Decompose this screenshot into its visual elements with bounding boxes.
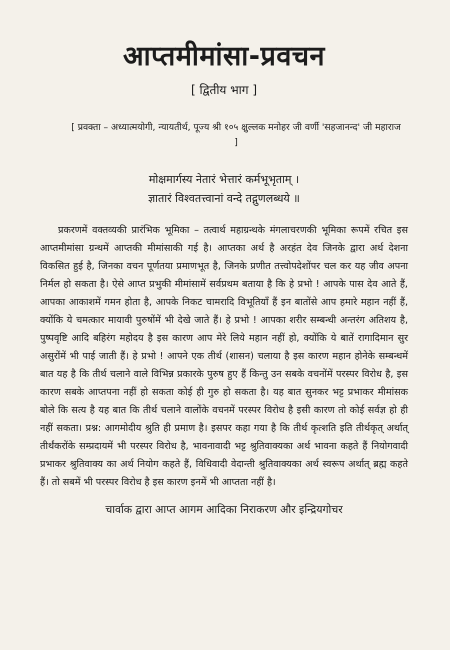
part-label: [ द्वितीय भाग ] xyxy=(190,83,258,97)
verse-line-2: ज्ञातारं विश्वतत्त्वानां वन्दे तद्गुणलब्धये ॥ xyxy=(148,192,300,205)
speaker-credit: [ प्रवक्ता – अध्यात्मयोगी, न्यायतीर्थ, पूज्य श्री १०५ क्षुल्लक मनोहर जी वर्णी 'सहजानन्द' जी महाराज ] xyxy=(71,122,401,148)
body-text xyxy=(40,222,408,492)
page-title: आप्तमीमांसा-प्रवचन xyxy=(122,41,326,72)
invocation-verse xyxy=(40,170,408,208)
section-subheading: चार्वाक द्वारा आप्त आगम आदिका निराकरण और इन्द्रियगोचर xyxy=(105,503,343,516)
body-paragraph: प्रकरणमें वक्तव्यकी प्रारंभिक भूमिका – तत्वार्थ महाग्रन्थके मंगलाचरणकी भूमिका रूपमें रचित इस आप्तमीमांसा ग्रन्थमें आप्तकी मीमांसाकी गई है। आप्तका अर्थ है अरहंत देव जिनके द्वारा अर्थ देशना विकसित हुई है, जिनका वचन पूर्णतया प्रमाणभूत है, जिनके प्रणीत तत्त्वोपदेशोंपर चल कर यह जीव अपना निर्मल हो सकता है। ऐसे आप्त प्रभुकी मीमांसामें सर्वप्रथम बताया है कि हे प्रभो ! आपके पास देव आते हैं, आपका आकाशमें गमन होता है, आपके निकट चामरादि विभूतियाँ हैं इन बातोंसे आप हमारे महान नहीं हैं, क्योंकि ये चमत्कार मायावी पुरुषोंमें भी देखे जाते हैं। हे प्रभो ! आपका शरीर सम्बन्धी अन्तरंग अतिशय है, पुष्पवृष्टि आदि बहिरंग महोदय है इस कारण आप मेरे लिये महान नहीं हो, क्योंकि ये बातें रागादिमान सुर असुरोंमें भी पाई जाती हैं। हे प्रभो ! आपने एक तीर्थ (शासन) चलाया है इस कारण महान होनेके सम्बन्धमें बात यह है कि तीर्थ चलाने वाले विभिन्न प्रकारके पुरुष हुए हैं किन्तु उन सबके वचनोंमें परस्पर विरोध है, इस कारण सबके आप्तपना नहीं हो सकता कोई ही गुरु हो सकता है। यह बात सुनकर भट्ट प्रभाकर मीमांसक बोले कि सत्य है यह बात कि तीर्थ चलाने वालोंके वचनमें परस्पर विरोध है इसी कारण तो कोई सर्वज्ञ हो ही नहीं सकता। प्रश्न: आगमोदीय श्रुति ही प्रमाण है। इसपर कहा गया है कि तीर्थ कृत्शति इति तीर्थकृत् अर्थात् तीर्थंकरोंके सम्प्रदायमें भी परस्पर विरोध है, भावनावादी भट्ट श्रुतिवाक्यका अर्थ भावना कहते हैं नियोगवादी प्रभाकर श्रुतिवाक्य का अर्थ नियोग कहते हैं, विधिवादी वेदान्ती श्रुतिवाक्यका अर्थ स्वरूप अर्थात् ब्रह्म कहते हैं। तो सबमें भी परस्पर विरोध है इस कारण इनमें भी आप्तता नहीं है। xyxy=(40,225,408,488)
verse-line-1: मोक्षमार्गस्य नेतारं भेत्तारं कर्मभूभृताम् । xyxy=(148,173,300,186)
